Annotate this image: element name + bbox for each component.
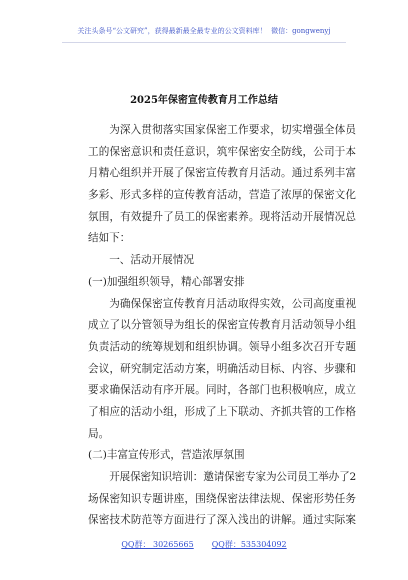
- intro-line: 氛围，有效提升了员工的保密素养。现将活动开展情况总: [88, 210, 356, 223]
- paragraph-line: 场保密知识专题讲座，围绕保密法律法规、保密形势任务: [88, 492, 356, 505]
- paragraph-line: 负责活动的统筹规划和组织协调。领导小组多次召开专题: [88, 340, 356, 353]
- intro-line: 结如下：: [88, 232, 131, 245]
- document-title: 2025年保密宣传教育月工作总结: [130, 95, 278, 106]
- qq-group-2-text: QQ群：535304092: [211, 540, 287, 549]
- section-heading: 一、活动开展情况: [109, 254, 194, 267]
- paragraph-line: 成立了以分管领导为组长的保密宣传教育月活动领导小组: [88, 319, 356, 332]
- paragraph-line: 为确保保密宣传教育月活动取得实效，公司高度重视: [109, 297, 356, 310]
- paragraph-line: 要求确保活动有序开展。同时，各部门也积极响应，成立: [88, 384, 356, 397]
- intro-paragraph: [88, 120, 356, 250]
- subsection-heading: (二)丰富宣传形式，营造浓厚氛围: [88, 449, 245, 462]
- intro-line: 为深入贯彻落实国家保密工作要求，切实增强全体员: [109, 124, 356, 136]
- paragraph-line: 开展保密知识培训：邀请保密专家为公司员工举办了2: [109, 471, 356, 483]
- header-banner-text: 关注头条号“公文研究”，获得最新最全最专业的公文资料库！ 微信：gongwenyj: [77, 27, 331, 35]
- document-body: [88, 120, 356, 532]
- subsection-heading: (一)加强组织领导，精心部署安排: [88, 275, 245, 288]
- qq-group-1-text: QQ群： 30265665: [121, 540, 194, 549]
- intro-line: 多彩、形式多样的宣传教育活动，营造了浓厚的保密文化: [88, 189, 356, 202]
- paragraph-line: 局。: [88, 427, 110, 440]
- subsection-1-paragraph: [88, 294, 356, 446]
- paragraph-line: 会议，研究制定活动方案，明确活动目标、内容、步骤和: [88, 362, 356, 375]
- paragraph-line: 保密技术防范等方面进行了深入浅出的讲解。通过实际案: [88, 514, 356, 527]
- subsection-2-paragraph: [88, 467, 356, 532]
- intro-line: 工的保密意识和责任意识，筑牢保密安全防线，公司于本: [88, 145, 356, 158]
- header-divider: [62, 42, 346, 43]
- intro-line: 月精心组织并开展了保密宣传教育月活动。通过系列丰富: [88, 167, 356, 180]
- paragraph-line: 了相应的活动小组，形成了上下联动、齐抓共管的工作格: [88, 405, 356, 418]
- footer-contact: [0, 539, 408, 551]
